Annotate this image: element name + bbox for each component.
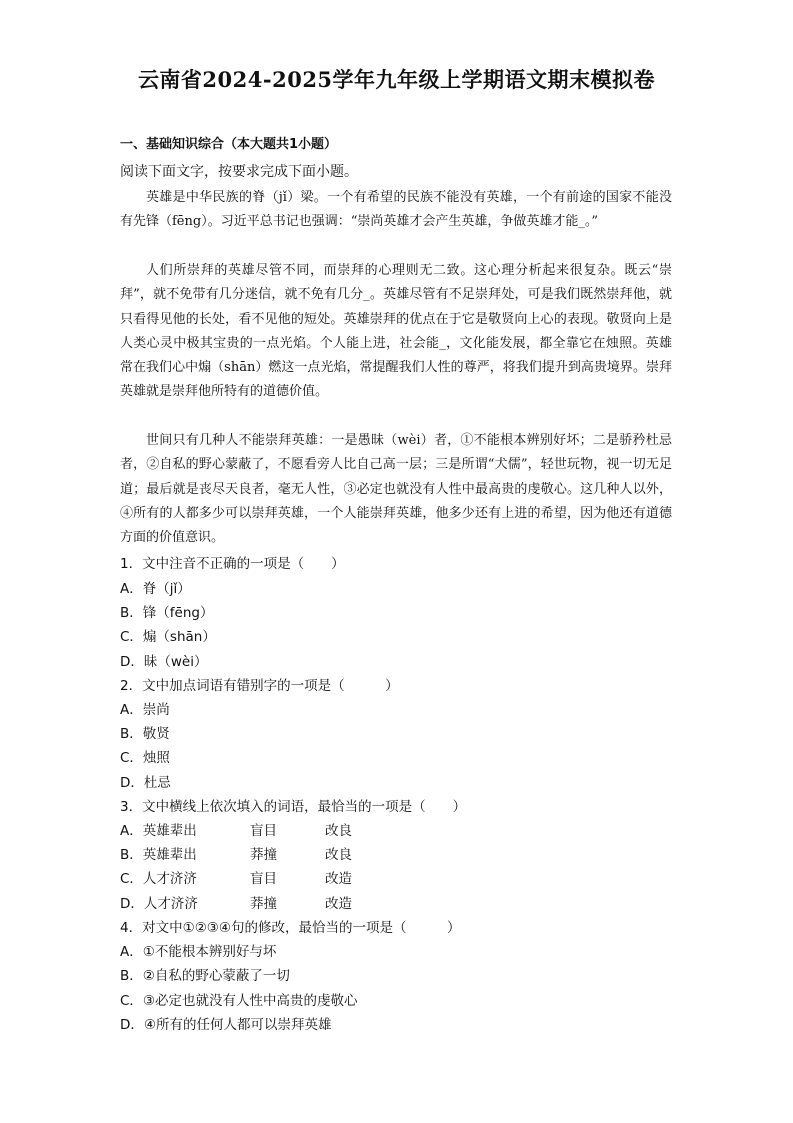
- option-word: D．人才济济: [120, 896, 198, 912]
- question-option[interactable]: C．③必定也就没有人性中高贵的虔敬心: [120, 993, 358, 1009]
- question-option[interactable]: D．杜忌: [120, 775, 171, 791]
- question-stem: 2．文中加点词语有错别字的一项是（ ）: [120, 678, 399, 694]
- question-stem: 4．对文中①②③④句的修改，最恰当的一项是（ ）: [120, 920, 461, 936]
- question-stem: 1．文中注音不正确的一项是（ ）: [120, 556, 345, 572]
- option-word: A．英雄辈出: [120, 823, 197, 839]
- option-word: 莽撞: [250, 896, 277, 912]
- question-option[interactable]: B．敬贤: [120, 726, 170, 742]
- reading-instruction: 阅读下面文字，按要求完成下面小题。: [120, 164, 358, 180]
- question-option[interactable]: D．④所有的任何人都可以崇拜英雄: [120, 1017, 332, 1033]
- option-word: C．人才济济: [120, 871, 197, 887]
- option-word: 改造: [325, 871, 352, 887]
- question-option[interactable]: C．烛照: [120, 750, 170, 766]
- question-option[interactable]: B．锋（fēng）: [120, 605, 214, 621]
- question-stem: 3．文中横线上依次填入的词语，最恰当的一项是（ ）: [120, 799, 467, 815]
- option-word: 莽撞: [250, 847, 277, 863]
- option-word: 盲目: [250, 823, 277, 839]
- passage-paragraph: 人们所崇拜的英雄尽管不同，而崇拜的心理则无二致。这心理分析起来很复杂。既云“崇拜”，就不免带有几分迷信，就不免有几分_。英雄尽管有不足崇拜处，可是我们既然崇拜他，就只看得见他的长处，看不见他的短处。英雄崇拜的优点在于它是敬贤向上心的表现。敬贤向上是人类心灵中极其宝贵的一点光焰。个人能上进，社会能_，文化能发展，都全靠它在烛照。英雄常在我们心中煽（shān）燃这一点光焰，常提醒我们人性的尊严，将我们提升到高贵境界。崇拜英雄就是崇拜他所特有的道德价值。: [120, 263, 672, 400]
- passage-paragraph: 世间只有几种人不能崇拜英雄：一是愚昧（wèi）者，①不能根本辨别好坏；二是骄矜杜忌者，②自私的野心蒙蔽了，不愿看旁人比自己高一层；三是所谓“犬儒”，轻世玩物，视一切无足道；最后就是丧尽天良者，毫无人性，③必定也就没有人性中最高贵的虔敬心。这几种人以外，④所有的人都多少可以崇拜英雄，一个人能崇拜英雄，他多少还有上进的希望，因为他还有道德方面的价值意识。: [120, 433, 672, 546]
- question-option[interactable]: D．昧（wèi）: [120, 654, 208, 670]
- exam-title: 云南省2024-2025学年九年级上学期语文期末模拟卷: [137, 67, 656, 92]
- question-option[interactable]: C．煽（shān）: [120, 629, 216, 645]
- question-option[interactable]: A．崇尚: [120, 702, 170, 718]
- question-option[interactable]: A．①不能根本辨别好与坏: [120, 944, 277, 960]
- option-word: B．英雄辈出: [120, 847, 197, 863]
- section-heading: 一、基础知识综合（本大题共1小题）: [120, 137, 338, 152]
- question-option[interactable]: B．②自私的野心蒙蔽了一切: [120, 968, 290, 984]
- option-word: 盲目: [250, 871, 277, 887]
- passage-paragraph: 英雄是中华民族的脊（jǐ）梁。一个有希望的民族不能没有英雄，一个有前途的国家不能没有先锋（fēng）。习近平总书记也强调：“崇尚英雄才会产生英雄，争做英雄才能_。”: [120, 190, 672, 230]
- option-word: 改良: [325, 847, 352, 863]
- question-option[interactable]: A．脊（jǐ）: [120, 581, 191, 597]
- option-word: 改良: [325, 823, 352, 839]
- option-word: 改造: [325, 896, 352, 912]
